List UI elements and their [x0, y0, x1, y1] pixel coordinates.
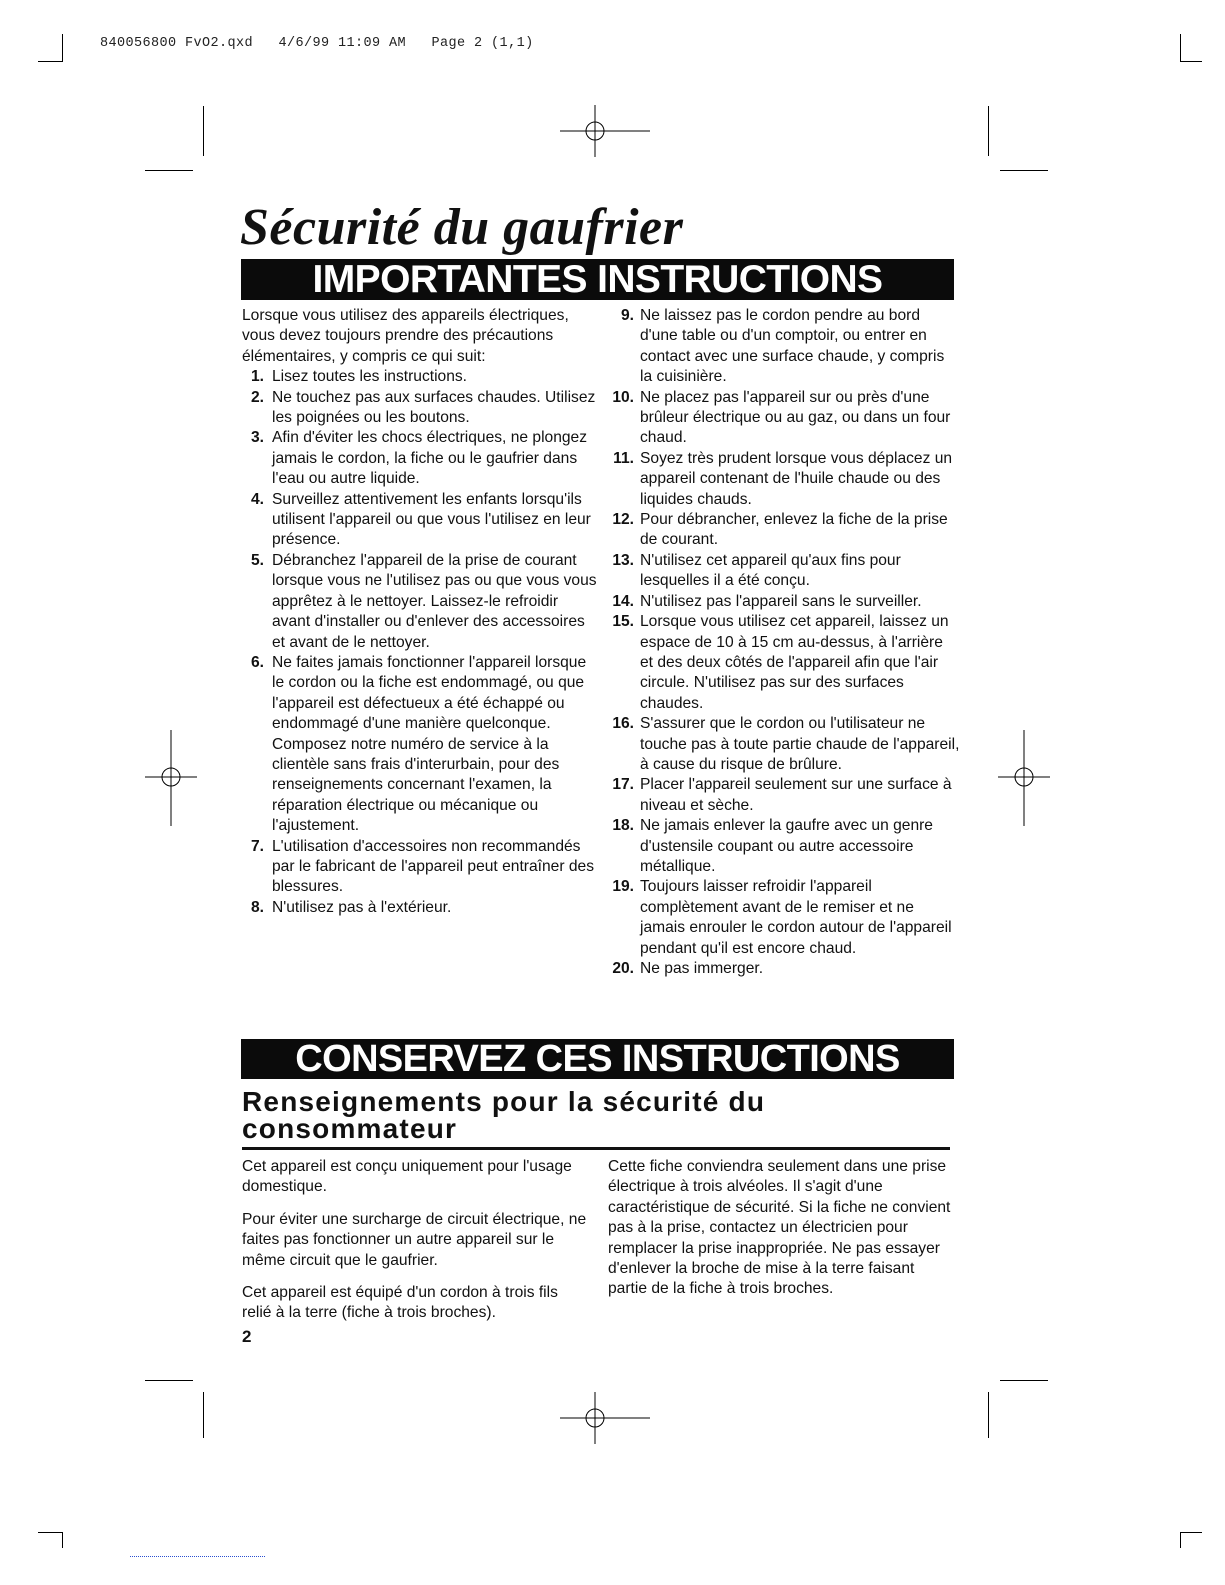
registration-mark-top [560, 105, 650, 157]
instruction-number: 5. [250, 551, 264, 569]
instruction-text: Placer l'appareil seulement sur une surface à niveau et sèche. [640, 776, 952, 814]
instruction-number: 1. [250, 368, 264, 386]
instruction-number: 18. [612, 817, 634, 835]
crop-mark [62, 1532, 63, 1548]
instruction-item [610, 551, 960, 592]
registration-mark-left [145, 730, 197, 826]
crop-mark [145, 1380, 193, 1381]
instruction-number: 14. [612, 592, 634, 610]
consumer-safety-heading: Renseignements pour la sécurité du consommateur [242, 1086, 766, 1144]
save-instructions-banner: CONSERVEZ CES INSTRUCTIONS [241, 1039, 954, 1079]
instruction-text: Surveillez attentivement les enfants lorsqu'ils utilisent l'appareil ou que vous l'utilisez en leur présence. [272, 490, 591, 549]
instruction-item [242, 551, 597, 653]
registration-mark-right [998, 730, 1050, 826]
crop-mark [38, 1532, 63, 1533]
instruction-text: Ne jamais enlever la gaufre avec un genre d'ustensile coupant ou autre accessoire métallique. [640, 817, 933, 875]
instructions-left-column [242, 306, 597, 918]
crop-mark [62, 34, 63, 62]
instruction-text: Débranchez l'appareil de la prise de courant lorsque vous ne l'utilisez pas ou que vous vous apprêtez à le nettoyer. Laissez-le refroidir avant d'installer ou d'enlever des accessoires et avant de le nettoyer. [272, 551, 597, 651]
instruction-text: N'utilisez cet appareil qu'aux fins pour lesquelles il a été conçu. [640, 551, 901, 590]
instruction-number: 20. [612, 960, 634, 977]
important-instructions-banner: IMPORTANTES INSTRUCTIONS [241, 259, 954, 300]
crop-mark [1000, 1380, 1048, 1381]
instruction-text: Soyez très prudent lorsque vous déplacez un appareil contenant de l'huile chaude ou des liquides chauds. [640, 449, 953, 508]
instruction-item [242, 653, 597, 837]
crop-mark [1180, 61, 1202, 62]
instruction-item [242, 898, 597, 918]
instruction-item [242, 428, 597, 489]
crop-mark [38, 61, 63, 62]
crop-mark [988, 1392, 989, 1438]
instruction-number: 3. [250, 429, 264, 447]
instruction-item [610, 449, 960, 510]
instruction-text: N'utilisez pas à l'extérieur. [272, 898, 452, 916]
crop-mark [145, 170, 193, 171]
instruction-number: 10. [612, 388, 634, 406]
crop-mark [1180, 34, 1181, 62]
instruction-number: 9. [620, 307, 634, 324]
instructions-list-right [610, 306, 960, 979]
consumer-safety-right-column [608, 1157, 953, 1300]
instruction-number: 4. [250, 490, 264, 508]
page-number: 2 [242, 1327, 252, 1346]
consumer-paragraph: Cet appareil est équipé d'un cordon à trois fils relié à la terre (fiche à trois broches). [242, 1284, 558, 1322]
instruction-item [610, 388, 960, 449]
instruction-item [242, 490, 597, 551]
instruction-number: 19. [612, 878, 634, 896]
instruction-text: L'utilisation d'accessoires non recommandés par le fabricant de l'appareil peut entraîner des blessures. [272, 837, 594, 896]
consumer-paragraph: Pour éviter une surcharge de circuit électrique, ne faites pas fonctionner un autre appareil sur le même circuit que le gaufrier. [242, 1210, 587, 1269]
consumer-paragraph: Cette fiche conviendra seulement dans une prise électrique à trois alvéoles. Il s'agit d'une caractéristique de sécurité. Si la fiche ne convient pas à la prise, contactez un électricien pour remplacer la prise inappropriée. Ne pas essayer d'enlever la broche de mise à la terre faisant partie de la fiche à trois broches. [608, 1158, 951, 1298]
crop-mark [1000, 170, 1048, 171]
page-title: Sécurité du gaufrier [240, 199, 684, 256]
instruction-text: Ne placez pas l'appareil sur ou près d'une brûleur électrique ou au gaz, ou dans un four chaud. [640, 388, 951, 447]
instruction-number: 8. [250, 898, 264, 916]
registration-mark-bottom [560, 1392, 650, 1444]
crop-mark [988, 106, 989, 156]
instruction-item [610, 775, 960, 816]
instruction-number: 11. [613, 449, 634, 467]
instruction-number: 7. [250, 837, 264, 855]
instruction-item [610, 510, 960, 551]
crop-mark [1180, 1532, 1181, 1548]
consumer-safety-left-column [242, 1157, 587, 1336]
printer-slug-line: 840056800 FvO2.qxd 4/6/99 11:09 AM Page 2 (1,1) [100, 36, 534, 51]
instruction-item [610, 612, 960, 714]
instruction-number: 2. [250, 388, 264, 406]
intro-paragraph: Lorsque vous utilisez des appareils électriques, vous devez toujours prendre des précautions élémentaires, y compris ce qui suit: [242, 307, 569, 365]
instruction-text: Toujours laisser refroidir l'appareil complètement avant de le remiser et ne jamais enrouler le cordon autour de l'appareil pendant qu'il est encore chaud. [640, 878, 952, 957]
instruction-number: 16. [612, 715, 634, 733]
heading-rule [242, 1147, 950, 1150]
instruction-number: 17. [612, 776, 634, 794]
crop-mark [203, 106, 204, 156]
instructions-right-column [610, 306, 960, 979]
instruction-text: Ne pas immerger. [640, 960, 764, 977]
instruction-number: 12. [612, 511, 634, 529]
consumer-paragraph: Cet appareil est conçu uniquement pour l'usage domestique. [242, 1158, 572, 1196]
instruction-item [610, 877, 960, 959]
crop-mark [203, 1392, 204, 1438]
instruction-text: Lisez toutes les instructions. [272, 368, 468, 386]
instruction-item [610, 816, 960, 877]
instruction-text: Ne laissez pas le cordon pendre au bord d'une table ou d'un comptoir, ou entrer en contact avec une surface chaude, y compris la cuisinière. [640, 307, 945, 386]
instruction-text: Ne touchez pas aux surfaces chaudes. Utilisez les poignées ou les boutons. [272, 388, 596, 427]
instruction-number: 15. [612, 613, 634, 631]
instruction-text: Lorsque vous utilisez cet appareil, laissez un espace de 10 à 15 cm au-dessus, à l'arrière et des deux côtés de l'appareil afin que l'air circule. N'utilisez pas sur des surfaces chaudes. [640, 613, 949, 712]
crop-mark [1180, 1532, 1202, 1533]
instruction-item [242, 837, 597, 898]
instruction-number: 13. [612, 551, 634, 569]
dotted-rule [130, 1556, 265, 1558]
instruction-item [610, 959, 960, 979]
instruction-number: 6. [250, 653, 264, 671]
instruction-text: Pour débrancher, enlevez la fiche de la prise de courant. [640, 511, 948, 549]
instruction-text: N'utilisez pas l'appareil sans le surveiller. [640, 592, 922, 610]
instruction-item [242, 367, 597, 387]
instructions-list-left [242, 367, 597, 918]
instruction-item [610, 306, 960, 388]
instruction-item [242, 388, 597, 429]
instruction-text: Ne faites jamais fonctionner l'appareil lorsque le cordon ou la fiche est endommagé, ou que l'appareil est défectueux a été échappé ou endommagé d'une manière quelconque. Composez notre numéro de service à la clientèle sans frais d'interurbain, pour des renseignements concernant l'examen, la réparation électrique ou mécanique ou l'ajustement. [272, 653, 587, 835]
instruction-text: Afin d'éviter les chocs électriques, ne plongez jamais le cordon, la fiche ou le gaufrier dans l'eau ou autre liquide. [272, 429, 588, 488]
instruction-text: S'assurer que le cordon ou l'utilisateur ne touche pas à toute partie chaude de l'appareil, à cause du risque de brûlure. [640, 715, 960, 773]
instruction-item [610, 714, 960, 775]
instruction-item [610, 592, 960, 612]
